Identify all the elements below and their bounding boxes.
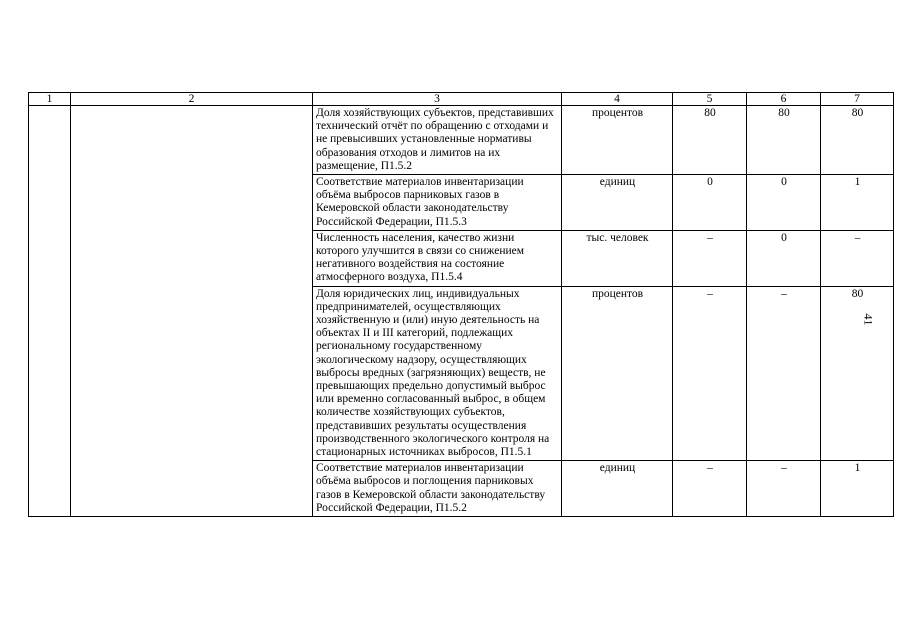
unit-cell: единиц xyxy=(562,461,673,517)
cell-col-1 xyxy=(29,106,71,517)
header-col-7: 7 xyxy=(821,93,894,106)
value-col-6: – xyxy=(747,461,821,517)
header-col-3: 3 xyxy=(313,93,562,106)
value-col-5: – xyxy=(673,461,747,517)
value-col-6: 0 xyxy=(747,175,821,231)
unit-cell: процентов xyxy=(562,286,673,461)
unit-cell: процентов xyxy=(562,106,673,175)
unit-cell: единиц xyxy=(562,175,673,231)
value-col-6: – xyxy=(747,286,821,461)
cell-col-2 xyxy=(71,106,313,517)
header-col-2: 2 xyxy=(71,93,313,106)
value-col-6: 0 xyxy=(747,230,821,286)
header-col-4: 4 xyxy=(562,93,673,106)
indicator-name: Соответствие материалов инвентаризации объёма выбросов и поглощения парниковых газов в Кемеровской области законодательству Российской Федерации, П1.5.2 xyxy=(313,461,562,517)
value-col-7: – xyxy=(821,230,894,286)
value-col-5: 80 xyxy=(673,106,747,175)
value-col-7: 80 xyxy=(821,286,894,461)
value-col-5: 0 xyxy=(673,175,747,231)
header-col-1: 1 xyxy=(29,93,71,106)
unit-cell: тыс. человек xyxy=(562,230,673,286)
indicator-name: Численность населения, качество жизни которого улучшится в связи со снижением негативного воздействия на состояние атмосферного воздуха, П1.5.4 xyxy=(313,230,562,286)
header-row xyxy=(29,93,894,106)
value-col-7: 80 xyxy=(821,106,894,175)
header-col-5: 5 xyxy=(673,93,747,106)
value-col-7: 1 xyxy=(821,461,894,517)
header-col-6: 6 xyxy=(747,93,821,106)
value-col-5: – xyxy=(673,230,747,286)
page-number: 41 xyxy=(861,313,876,326)
table-row xyxy=(29,106,894,175)
indicator-name: Доля хозяйствующих субъектов, представивших технический отчёт по обращению с отходами и не превысивших установленные нормативы образования отходов и лимитов на их размещение, П1.5.2 xyxy=(313,106,562,175)
value-col-7: 1 xyxy=(821,175,894,231)
value-col-5: – xyxy=(673,286,747,461)
indicators-table xyxy=(28,92,894,517)
value-col-6: 80 xyxy=(747,106,821,175)
indicator-name: Соответствие материалов инвентаризации объёма выбросов парниковых газов в Кемеровской области законодательству Российской Федерации, П1.5.3 xyxy=(313,175,562,231)
indicator-name: Доля юридических лиц, индивидуальных предпринимателей, осуществляющих хозяйственную и (или) иную деятельность на объектах II и III категорий, подлежащих региональному государственному экологическому надзору, осуществляющих выбросы вредных (загрязняющих) веществ, не превышающих предельно допустимый выброс или временно согласованный выброс, в общем количестве хозяйствующих субъектов, представивших результаты осуществления производственного экологического контроля на стационарных источниках выбросов, П1.5.1 xyxy=(313,286,562,461)
